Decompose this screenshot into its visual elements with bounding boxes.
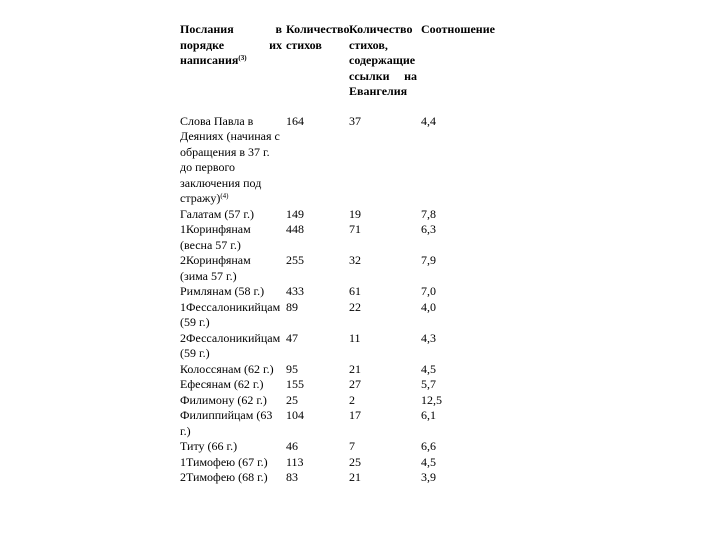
ratio-cell: 4,3 [421, 330, 436, 345]
ratio-cell: 7,9 [421, 253, 436, 267]
header-ratio: Соотношение [421, 22, 495, 36]
epistle-name: Колоссянам (62 г.) [180, 361, 274, 376]
verse-count-cell: 149 [286, 206, 304, 221]
header-verse-count: Количество стихов [286, 22, 350, 52]
ratio-cell: 4,5 [421, 361, 436, 376]
table-row [176, 377, 506, 393]
table-row [176, 300, 506, 331]
epistle-name: 2Коринфянам (зима 57 г.) [180, 253, 251, 283]
epistle-name-cell [176, 284, 282, 300]
gospel-refs-cell: 25 [349, 454, 361, 469]
ratio-cell: 7,8 [421, 206, 436, 221]
gospel-refs-cell: 71 [349, 222, 361, 236]
verse-count-cell: 155 [286, 377, 304, 391]
verse-count-cell: 83 [286, 470, 298, 484]
ratio-cell: 5,7 [421, 377, 436, 391]
verse-count-cell: 25 [286, 392, 298, 407]
epistle-name-cell [176, 455, 282, 471]
header-gospel-refs: Количество стихов, содержащие ссылки на Евангелия [349, 22, 417, 98]
epistle-name-cell [176, 408, 282, 439]
verse-count-cell: 104 [286, 408, 304, 422]
table-row [176, 455, 506, 471]
gospel-refs-cell: 22 [349, 299, 361, 314]
gospel-refs-cell: 21 [349, 470, 361, 484]
gospel-refs-cell: 32 [349, 253, 361, 267]
epistle-name: 1Фессалоникийцам (59 г.) [180, 299, 281, 329]
table-row [176, 114, 506, 207]
ratio-cell: 7,0 [421, 284, 436, 298]
epistle-name-cell [176, 393, 282, 409]
verse-count-cell: 433 [286, 284, 304, 298]
ratio-cell: 4,0 [421, 299, 436, 314]
ratio-cell: 6,6 [421, 439, 436, 453]
epistles-table [176, 22, 506, 486]
header-epistles [176, 22, 282, 114]
epistle-name-cell [176, 207, 282, 223]
footnote-marker: (4) [220, 192, 229, 200]
table-row [176, 207, 506, 223]
ratio-cell: 6,3 [421, 222, 436, 236]
epistle-name-cell [176, 253, 282, 284]
table-row [176, 439, 506, 455]
epistle-name-cell [176, 222, 282, 253]
gospel-refs-cell: 37 [349, 113, 361, 128]
epistle-name: Филиппийцам (63 г.) [180, 408, 273, 438]
table-row [176, 253, 506, 284]
table-header-row [176, 22, 506, 114]
header-footnote-marker: (3) [238, 54, 247, 62]
epistle-name: 1Коринфянам (весна 57 г.) [180, 222, 251, 252]
epistle-name-cell [176, 377, 282, 393]
gospel-refs-cell: 17 [349, 408, 361, 422]
epistle-name: Римлянам (58 г.) [180, 284, 265, 298]
epistle-name: Ефесянам (62 г.) [180, 377, 264, 391]
gospel-refs-cell: 7 [349, 439, 355, 453]
table-row [176, 362, 506, 378]
verse-count-cell: 448 [286, 222, 304, 236]
epistle-name: Слова Павла в Деяниях (начиная с обращения в 37 г. до первого заключения под стражу) [180, 113, 280, 205]
header-epistles-label: Послания в порядке их написания [180, 22, 282, 67]
epistle-name: Галатам (57 г.) [180, 206, 254, 221]
ratio-cell: 4,5 [421, 454, 436, 469]
gospel-refs-cell: 19 [349, 206, 361, 221]
table-row [176, 284, 506, 300]
verse-count-cell: 89 [286, 299, 298, 314]
verse-count-cell: 255 [286, 253, 304, 267]
verse-count-cell: 47 [286, 330, 298, 345]
epistle-name: Филимону (62 г.) [180, 392, 267, 407]
gospel-refs-cell: 21 [349, 361, 361, 376]
epistle-name-cell [176, 439, 282, 455]
epistle-name-cell [176, 114, 282, 207]
table-body [176, 114, 506, 486]
table-row [176, 331, 506, 362]
epistle-name-cell [176, 470, 282, 486]
table-row [176, 393, 506, 409]
ratio-cell: 12,5 [421, 392, 442, 407]
ratio-cell: 4,4 [421, 113, 436, 128]
verse-count-cell: 46 [286, 439, 298, 453]
ratio-cell: 3,9 [421, 470, 436, 484]
ratio-cell: 6,1 [421, 408, 436, 422]
table-row [176, 408, 506, 439]
gospel-refs-cell: 2 [349, 392, 355, 407]
epistle-name: 1Тимофею (67 г.) [180, 454, 268, 469]
verse-count-cell: 164 [286, 113, 304, 128]
epistle-name: 2Тимофею (68 г.) [180, 470, 268, 484]
epistle-name-cell [176, 362, 282, 378]
epistle-name: Титу (66 г.) [180, 439, 238, 453]
gospel-refs-cell: 11 [349, 330, 361, 345]
verse-count-cell: 113 [286, 454, 304, 469]
epistle-name: 2Фессалоникийцам (59 г.) [180, 330, 281, 360]
table-row [176, 470, 506, 486]
gospel-refs-cell: 61 [349, 284, 361, 298]
verse-count-cell: 95 [286, 361, 298, 376]
epistle-name-cell [176, 300, 282, 331]
gospel-refs-cell: 27 [349, 377, 361, 391]
table-row [176, 222, 506, 253]
epistle-name-cell [176, 331, 282, 362]
